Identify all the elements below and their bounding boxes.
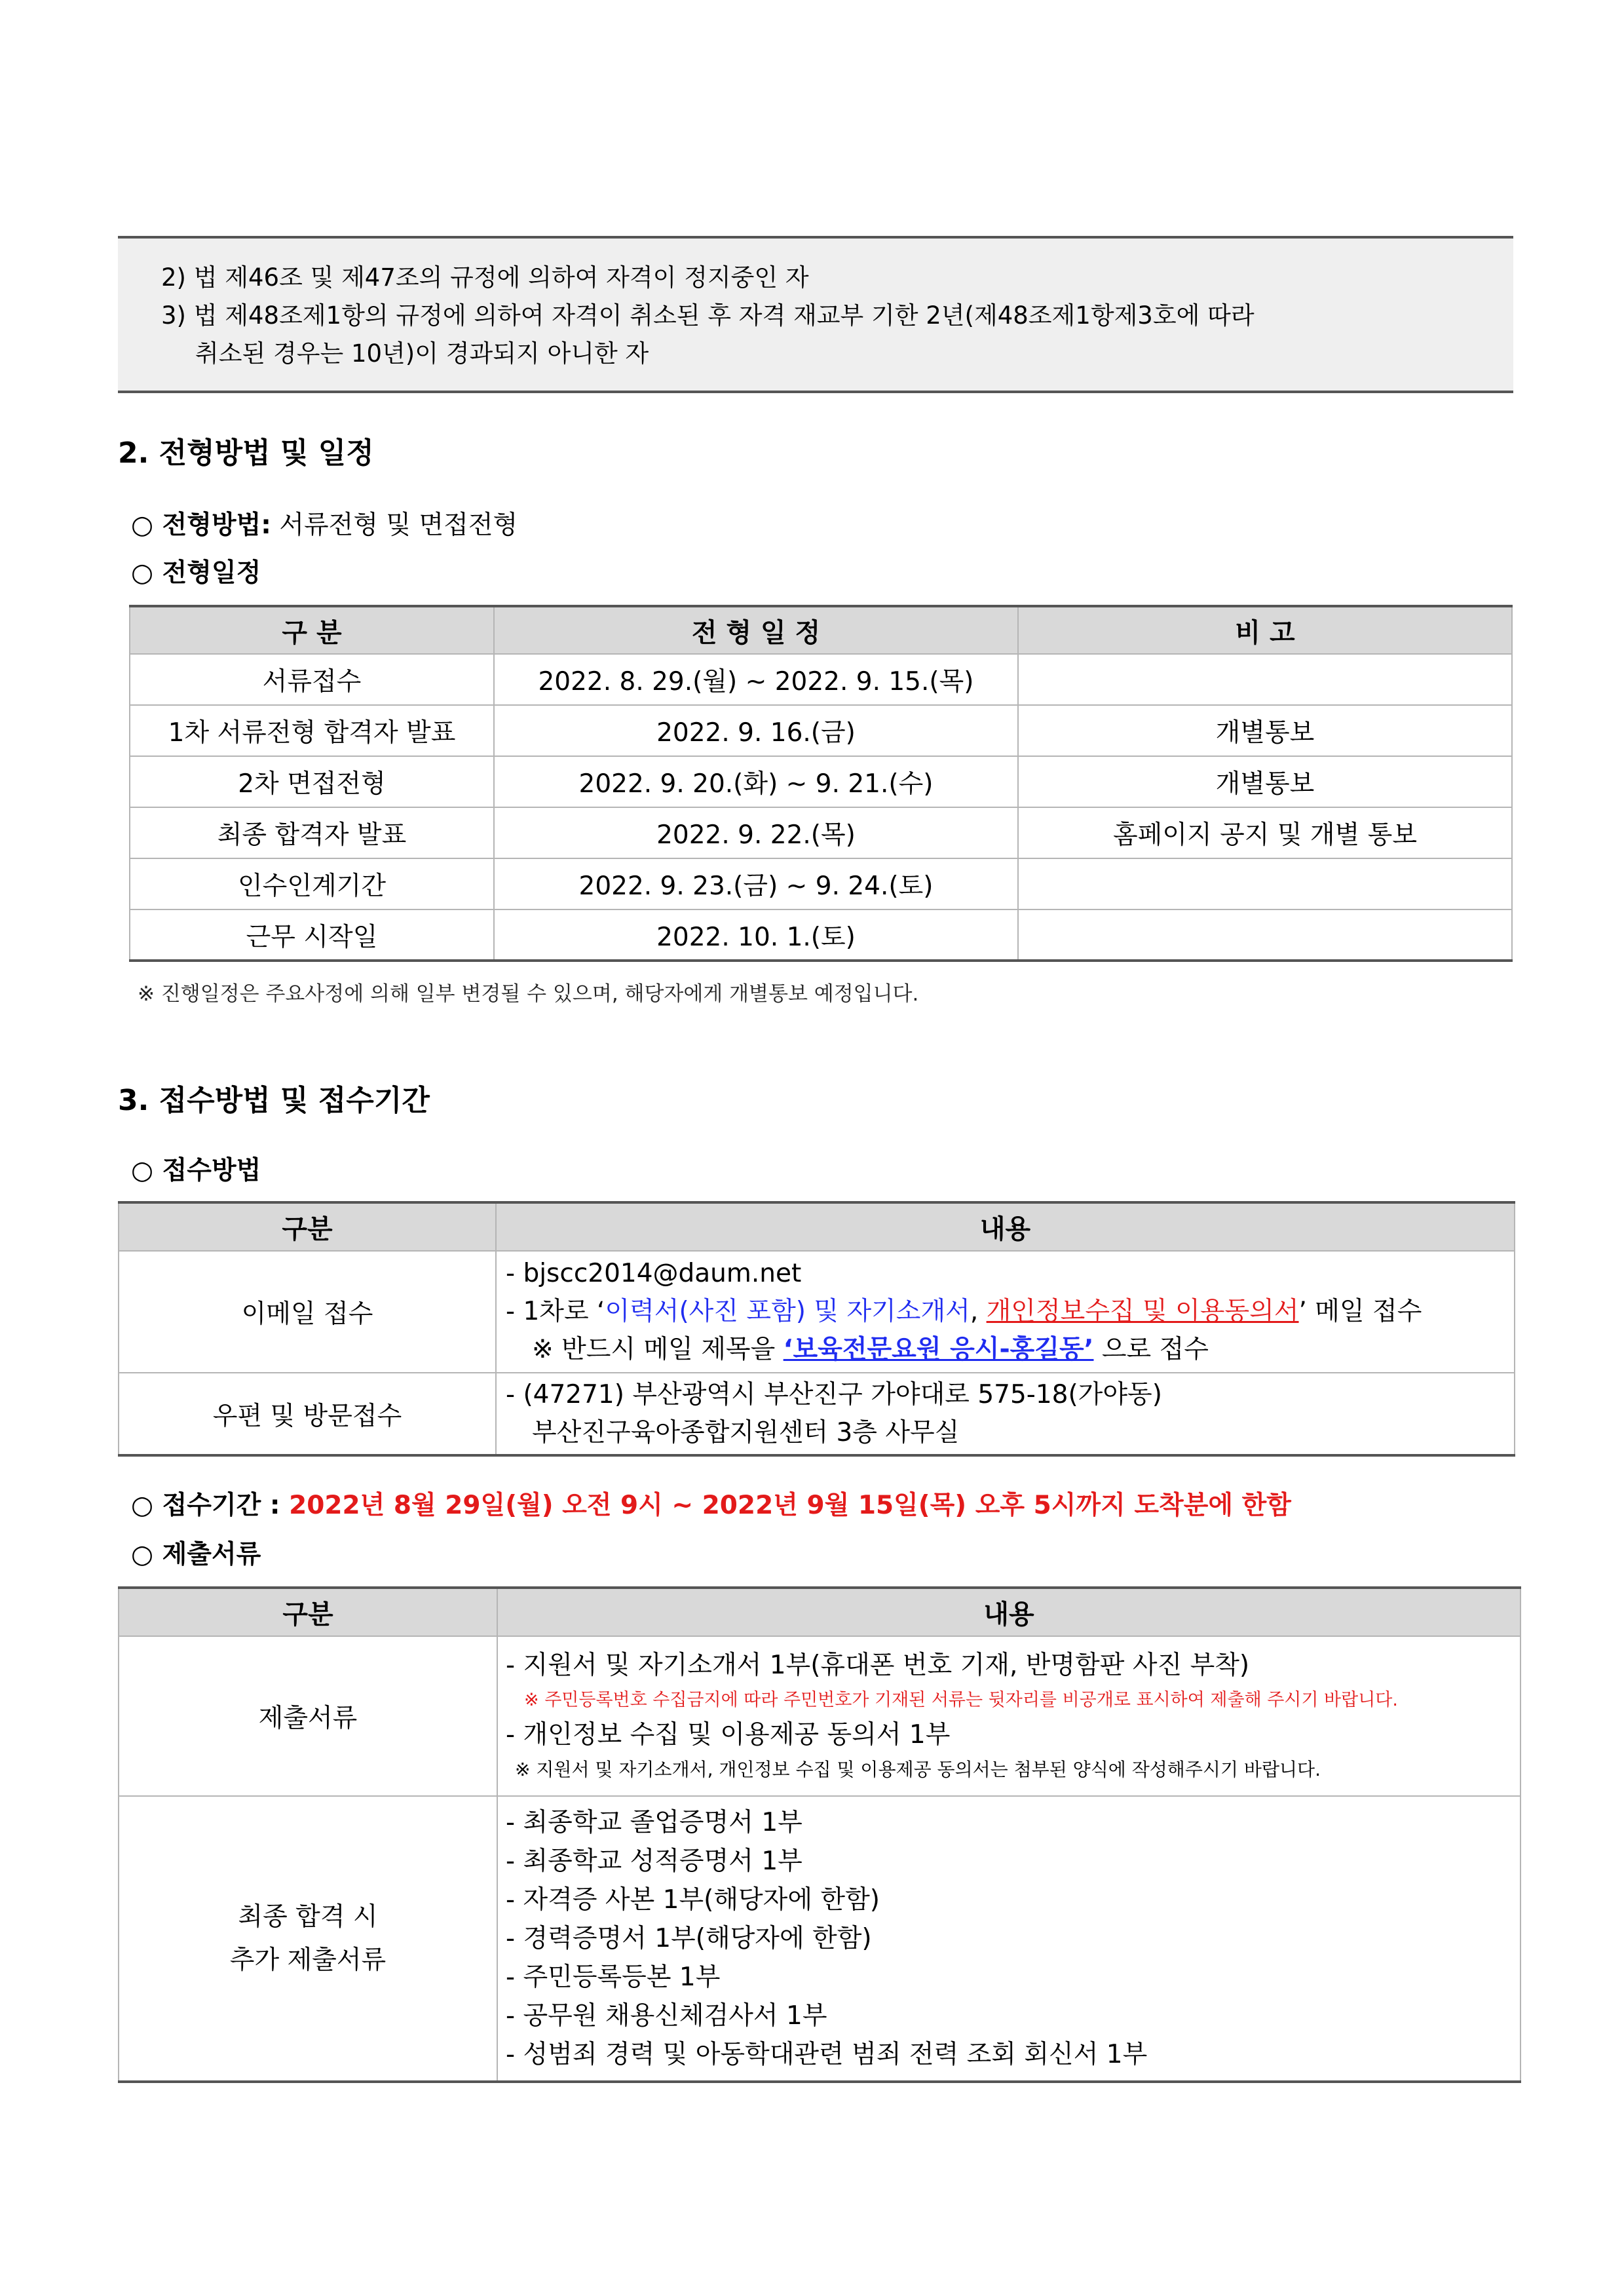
list-item: - 최종학교 성적증명서 1부 [506,1846,803,1876]
visit-label: 우편 및 방문접수 [119,1373,496,1455]
list-item: - 최종학교 졸업증명서 1부 [506,1808,803,1837]
table-row [119,1251,1515,1373]
schedule-table [129,605,1513,962]
docs-content [497,1636,1520,1796]
schedule-cell: 근무 시작일 [130,909,494,961]
final-docs-content [497,1796,1520,2082]
schedule-cell: 개별통보 [1018,756,1512,807]
email-address: - bjscc2014@daum.net [506,1259,802,1288]
section-2-heading: 2. 전형방법 및 일정 [118,436,374,470]
docs-header-content: 내용 [497,1588,1520,1636]
method-header-category: 구분 [119,1202,496,1251]
visit-content [496,1373,1515,1455]
schedule-cell: 2차 면접전형 [130,756,494,807]
section-3-heading: 3. 접수방법 및 접수기간 [118,1084,430,1117]
schedule-cell: 2022. 8. 29.(월) ~ 2022. 9. 15.(목) [494,654,1018,705]
disqualification-item-3: 3) 법 제48조제1항의 규정에 의하여 자격이 취소된 후 자격 재교부 기한 2년(제48조제1항제3호에 따라 [161,301,1255,330]
final-docs-label-line2: 추가 제출서류 [229,1945,387,1975]
application-period-label: ○ 접수기간 : [131,1491,290,1520]
list-item: - 주민등록등본 1부 [506,1962,721,1992]
selection-method-value: 서류전형 및 면접전형 [279,510,518,540]
consent-form-text: 개인정보수집 및 이용동의서 [986,1297,1299,1326]
table-row [119,1636,1520,1796]
application-period-value: 2022년 8월 29일(월) 오전 9시 ~ 2022년 9월 15일(목) 오후 5시까지 도착분에 한함 [289,1491,1291,1520]
schedule-header-category: 구 분 [130,606,494,654]
email-subject-example: ‘보육전문요원 응시-홍길동’ [783,1335,1094,1364]
application-method-label: ○ 접수방법 [131,1156,261,1185]
table-row [130,756,1512,807]
email-instruction: - 1차로 ‘이력서(사진 포함) 및 자기소개서, 개인정보수집 및 이용동의서’ 메일 접수 [506,1297,1422,1326]
schedule-note: ※ 진행일정은 주요사정에 의해 일부 변경될 수 있으며, 해당자에게 개별통보 예정입니다. [138,982,919,1006]
application-period [131,1485,1291,1521]
visit-office: 부산진구육아종합지원센터 3층 사무실 [532,1417,960,1447]
table-row [130,807,1512,858]
schedule-cell: 2022. 9. 22.(목) [494,807,1018,858]
schedule-cell: 홈페이지 공지 및 개별 통보 [1018,807,1512,858]
email-subject-note: ※ 반드시 메일 제목을 ‘보육전문요원 응시-홍길동’ 으로 접수 [532,1335,1209,1364]
schedule-cell: 인수인계기간 [130,858,494,909]
list-item: - 성범죄 경력 및 아동학대관련 범죄 전력 조회 회신서 1부 [506,2040,1148,2069]
schedule-cell: 2022. 10. 1.(토) [494,909,1018,961]
schedule-cell: 2022. 9. 16.(금) [494,705,1018,756]
resume-text: 이력서(사진 포함) 및 자기소개서 [605,1297,970,1326]
docs-label: 제출서류 [119,1636,497,1796]
application-method-table [118,1201,1515,1457]
schedule-cell: 1차 서류전형 합격자 발표 [130,705,494,756]
schedule-cell: 2022. 9. 23.(금) ~ 9. 24.(토) [494,858,1018,909]
schedule-cell: 2022. 9. 20.(화) ~ 9. 21.(수) [494,756,1018,807]
list-item: - 공무원 채용신체검사서 1부 [506,2001,827,2031]
submission-docs-table [118,1586,1521,2083]
doc-warning: ※ 주민등록번호 수집금지에 따라 주민번호가 기재된 서류는 뒷자리를 비공개로 표시하여 제출해 주시기 바랍니다. [524,1690,1398,1710]
table-row [130,909,1512,961]
email-content [496,1251,1515,1373]
schedule-cell [1018,909,1512,961]
list-item: - 경력증명서 1부(해당자에 한함) [506,1924,872,1953]
docs-header-category: 구분 [119,1588,497,1636]
table-row [130,858,1512,909]
disqualification-box [118,236,1513,393]
disqualification-item-3-cont: 취소된 경우는 10년)이 경과되지 아니한 자 [195,339,649,368]
table-row [119,1373,1515,1455]
visit-address: - (47271) 부산광역시 부산진구 가야대로 575-18(가야동) [506,1379,1162,1409]
email-label: 이메일 접수 [119,1251,496,1373]
doc-note: ※ 지원서 및 자기소개서, 개인정보 수집 및 이용제공 동의서는 첨부된 양식에 작성해주시기 바랍니다. [515,1759,1321,1780]
table-row [119,1796,1520,2082]
schedule-cell: 최종 합격자 발표 [130,807,494,858]
schedule-header-note: 비 고 [1018,606,1512,654]
doc-item: - 개인정보 수집 및 이용제공 동의서 1부 [506,1720,951,1750]
method-header-content: 내용 [496,1202,1515,1251]
schedule-cell [1018,654,1512,705]
disqualification-item-2: 2) 법 제46조 및 제47조의 규정에 의하여 자격이 정지중인 자 [161,263,809,292]
selection-schedule-label: ○ 전형일정 [131,558,261,588]
final-docs-label [119,1796,497,2082]
schedule-cell: 서류접수 [130,654,494,705]
selection-method-label: ○ 전형방법: [131,510,271,540]
final-docs-label-line1: 최종 합격 시 [238,1902,378,1932]
table-row [130,654,1512,705]
schedule-header-date: 전 형 일 정 [494,606,1018,654]
doc-item: - 지원서 및 자기소개서 1부(휴대폰 번호 기재, 반명함판 사진 부착) [506,1651,1250,1680]
selection-method [131,505,518,541]
table-row [130,705,1512,756]
submission-docs-label: ○ 제출서류 [131,1540,261,1569]
list-item: - 자격증 사본 1부(해당자에 한함) [506,1885,880,1915]
schedule-cell: 개별통보 [1018,705,1512,756]
schedule-cell [1018,858,1512,909]
